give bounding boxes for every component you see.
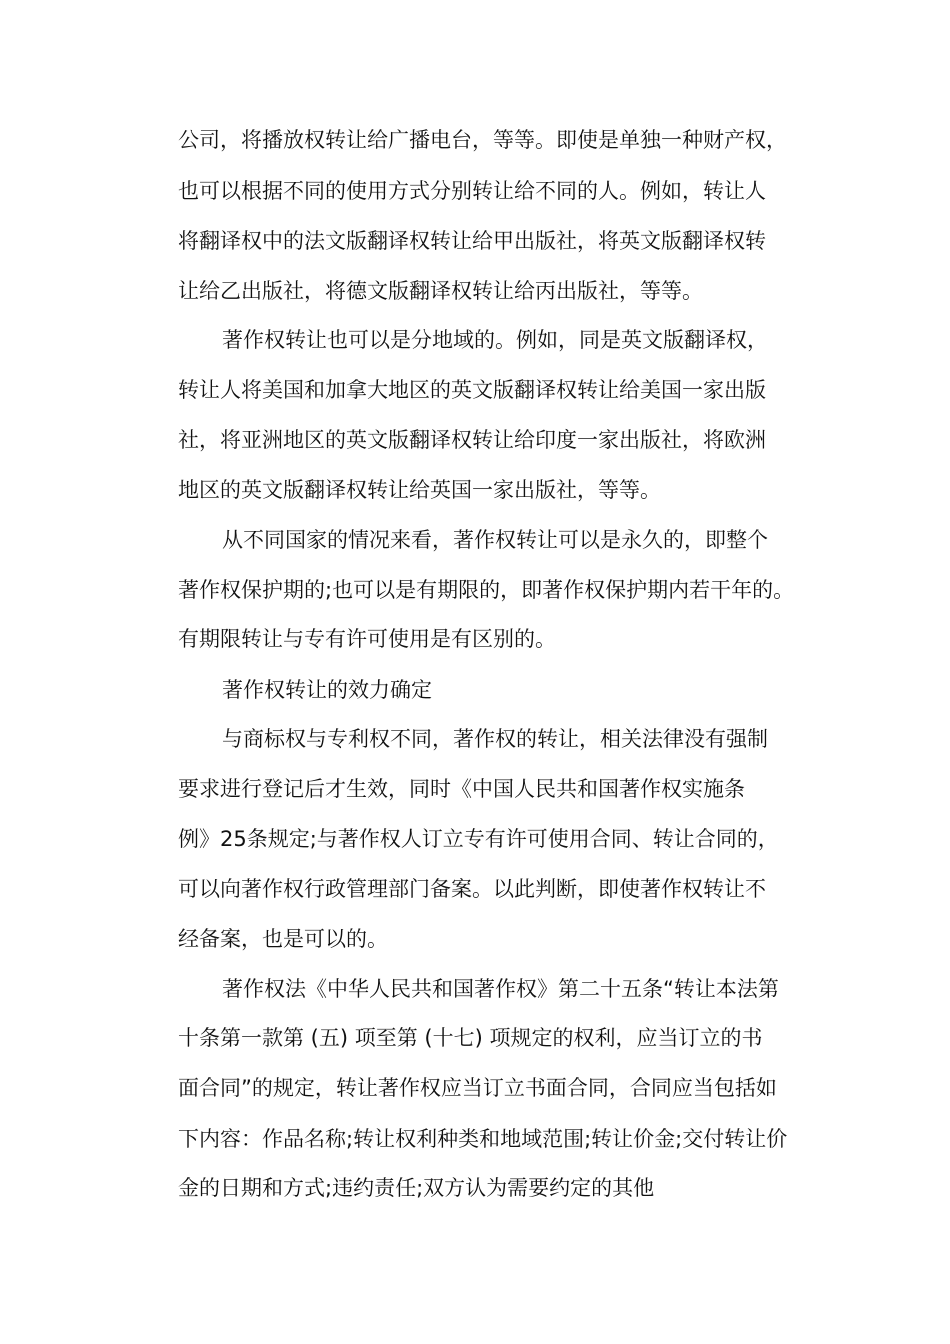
paragraph-first-line: 著作权法《中华人民共和国著作权》第二十五条“转让本法第 <box>222 977 779 1001</box>
text-line: 社，将亚洲地区的英文版翻译权转让给印度一家出版社，将欧洲 <box>178 428 766 452</box>
text-line: 面合同”的规定，转让著作权应当订立书面合同，合同应当包括如 <box>178 1076 777 1100</box>
text-line: 要求进行登记后才生效，同时《中国人民共和国著作权实施条 <box>178 777 745 801</box>
text-line: 可以向著作权行政管理部门备案。以此判断，即使著作权转让不 <box>178 877 766 901</box>
paragraph-first-line: 著作权转让也可以是分地域的。例如，同是英文版翻译权， <box>222 328 768 352</box>
section-heading: 著作权转让的效力确定 <box>222 678 432 702</box>
text-line: 公司，将播放权转让给广播电台，等等。即使是单独一种财产权， <box>178 128 787 152</box>
text-line: 著作权保护期的;也可以是有期限的，即著作权保护期内若干年的。 <box>178 578 795 602</box>
text-line: 将翻译权中的法文版翻译权转让给甲出版社，将英文版翻译权转 <box>178 229 766 253</box>
text-line: 有期限转让与专有许可使用是有区别的。 <box>178 627 556 651</box>
paragraph-first-line: 从不同国家的情况来看，著作权转让可以是永久的，即整个 <box>222 528 768 552</box>
text-line: 也可以根据不同的使用方式分别转让给不同的人。例如，转让人 <box>178 179 766 203</box>
text-line: 经备案，也是可以的。 <box>178 927 388 951</box>
text-line: 例》25条规定;与著作权人订立专有许可使用合同、转让合同的， <box>178 827 779 851</box>
text-line: 转让人将美国和加拿大地区的英文版翻译权转让给美国一家出版 <box>178 378 766 402</box>
paragraph-first-line: 与商标权与专利权不同，著作权的转让，相关法律没有强制 <box>222 727 768 751</box>
text-line: 地区的英文版翻译权转让给英国一家出版社，等等。 <box>178 478 661 502</box>
text-line: 金的日期和方式;违约责任;双方认为需要约定的其他 <box>178 1176 655 1200</box>
text-line: 下内容：作品名称;转让权利种类和地域范围;转让价金;交付转让价 <box>178 1127 788 1151</box>
text-line: 十条第一款第 (五) 项至第 (十七) 项规定的权利，应当订立的书 <box>178 1026 763 1050</box>
text-line: 让给乙出版社，将德文版翻译权转让给丙出版社，等等。 <box>178 279 703 303</box>
